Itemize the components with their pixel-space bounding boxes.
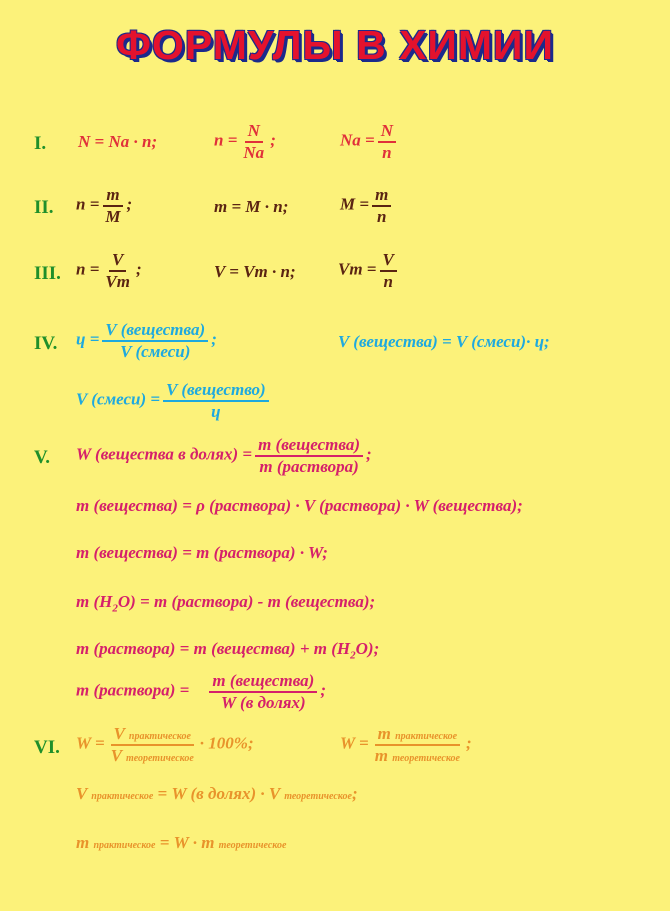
section-numeral-4: IV. <box>34 333 58 354</box>
formula-4-3: V (смеси) = $\frac{\text{V (вещество)}}{\text{ɥ}}$ <box>76 380 272 421</box>
formula-1-3: Na = $\frac{N}{n}$ <box>340 121 399 162</box>
formula-6-2: W = $\frac{\text{m практическое}}{\text{m теоретическое}}$ ; <box>340 724 472 765</box>
formula-5-2: m (вещества) = ρ (раствора) · V (раствора) · W (вещества); <box>76 496 523 515</box>
formula-4-2: V (вещества) = V (смеси)· ɥ; <box>338 332 550 351</box>
formula-2-3: M = $\frac{m}{n}$ <box>340 185 394 226</box>
formula-6-4: m практическое = W · m теоретическое <box>76 833 287 852</box>
section-numeral-6: VI. <box>34 737 60 758</box>
formula-5-1: W (вещества в долях) = $\frac{\text{m (вещества)}}{\text{m (раствора)}}$ ; <box>76 435 372 476</box>
formula-5-3: m (вещества) = m (раствора) · W; <box>76 543 328 562</box>
formula-2-2: m = M · n; <box>214 197 289 216</box>
formula-6-3: V практическое = W (в долях) · V теоретическое; <box>76 784 358 803</box>
formula-5-6: m (раствора) = $\frac{\text{m (вещества)}}{\text{W (в долях)}}$ ; <box>76 671 327 712</box>
formula-3-2: V = Vm · n; <box>214 262 296 281</box>
formula-5-5: m (раствора) = m (вещества) + m $(H_2O)$; <box>76 639 380 662</box>
formula-4-1: ɥ = $\frac{\text{V (вещества)}}{\text{V (смеси)}}$ ; <box>76 320 217 361</box>
formula-3-1: n = $\frac{V}{Vm}$ ; <box>76 250 142 291</box>
section-numeral-2: II. <box>34 197 54 218</box>
formula-6-1: W = $\frac{\text{V практическое}}{\text{V теоретическое}}$ · 100%; <box>76 724 254 765</box>
formula-3-3: Vm = $\frac{V}{n}$ <box>338 250 400 291</box>
formula-1-2: n = $\frac{N}{Na}$ ; <box>214 121 276 162</box>
formula-1-1: N = Na · n; <box>78 132 158 151</box>
formula-2-1: n = $\frac{m}{M}$ ; <box>76 185 133 226</box>
section-numeral-1: I. <box>34 133 47 154</box>
section-numeral-5: V. <box>34 447 51 468</box>
section-numeral-3: III. <box>34 263 61 284</box>
formula-5-4: m $(H_2O) = m$ (раствора) - m (вещества); <box>76 592 376 615</box>
page-title: ФОРМУЛЫ В ХИМИИ <box>116 22 554 68</box>
rho-symbol: ρ <box>196 496 205 515</box>
